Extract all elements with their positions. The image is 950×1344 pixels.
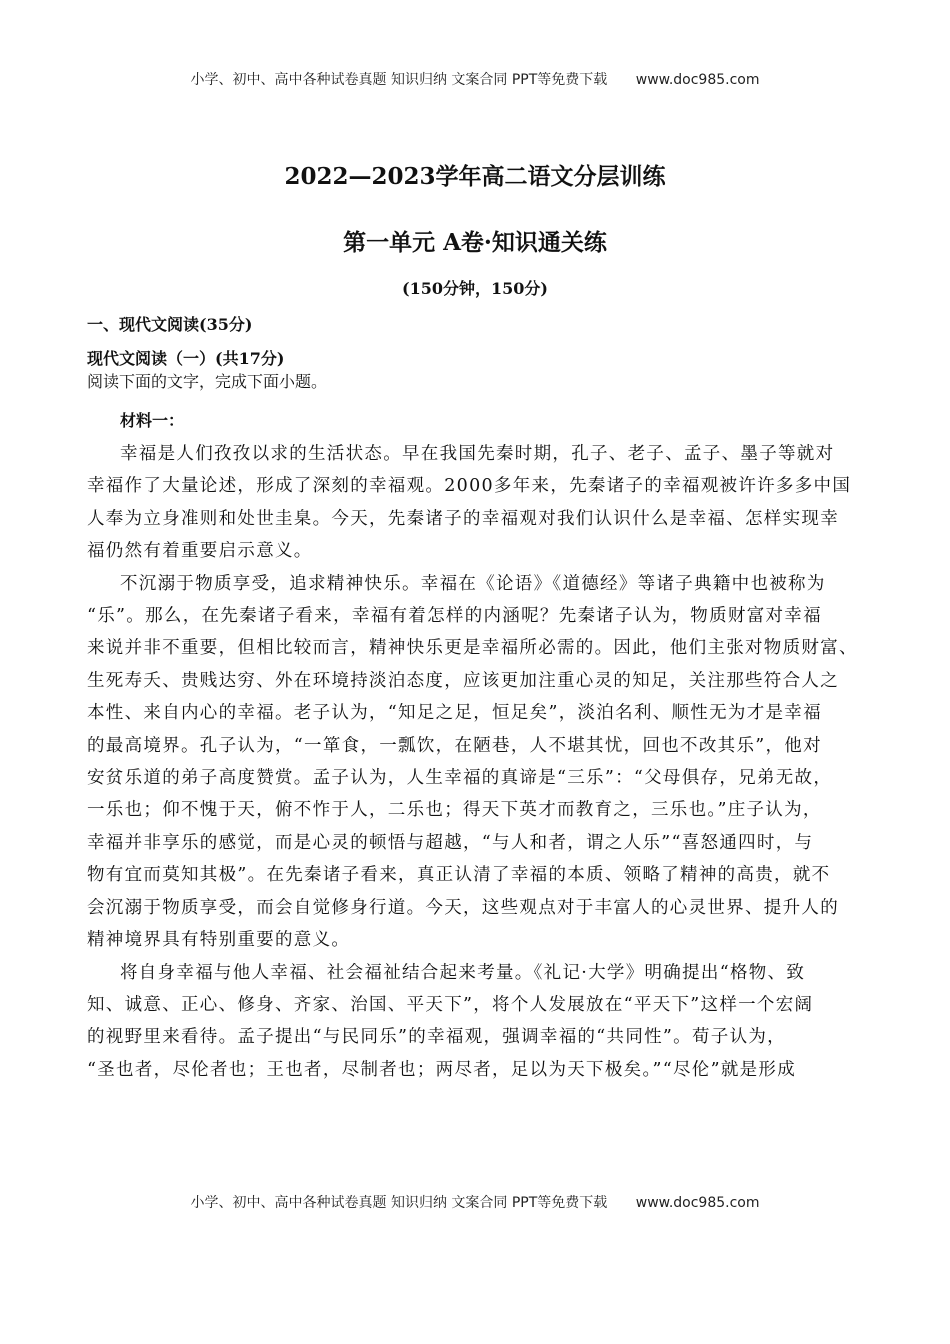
footer-banner [0,1192,950,1212]
passage-line: 会沉溺于物质享受，而会自觉修身行道。今天，这些观点对于丰富人的心灵世界、提升人的 [87,897,839,918]
passage-line: 人奉为立身准则和处世圭臬。今天，先秦诸子的幸福观对我们认识什么是幸福、怎样实现幸 [87,508,839,529]
footer-banner-text: 小学、初中、高中各种试卷真题 知识归纳 文案合同 PPT等免费下载 [190,1195,608,1211]
material-label: 材料一： [120,411,185,430]
time-score-note: (150分钟，150分) [402,279,548,298]
header-banner [0,69,950,89]
passage-line: 生死寿夭、贵贱达穷、外在环境持淡泊态度，应该更加注重心灵的知足，关注那些符合人之 [87,670,839,691]
passage-line: “乐”。那么，在先秦诸子看来，幸福有着怎样的内涵呢？先秦诸子认为，物质财富对幸福 [87,606,822,627]
passage-line: 福仍然有着重要启示意义。 [87,541,313,562]
section-heading-1: 一、现代文阅读(35分) [87,315,253,334]
passage-text [87,438,863,1086]
passage-line: 知、诚意、正心、修身、齐家、治国、平天下”，将个人发展放在“平天下”这样一个宏阔 [87,994,814,1015]
passage-line: 幸福并非享乐的感觉，而是心灵的顿悟与超越，“与人和者，谓之人乐”“喜怒通四时，与 [87,832,814,853]
passage-line: 的最高境界。孔子认为，“一箪食，一瓢饮，在陋巷，人不堪其忧，回也不改其乐”，他对 [87,735,822,756]
reading-instruction: 阅读下面的文字，完成下面小题。 [87,372,328,391]
passage-line: 精神境界具有特别重要的意义。 [87,930,351,951]
section-heading-2: 现代文阅读（一）(共17分) [87,349,285,368]
passage-line: 幸福作了大量论述，形成了深刻的幸福观。2000多年来，先秦诸子的幸福观被许许多多中国 [87,476,852,497]
document-title: 2022—2023学年高二语文分层训练 [284,163,666,190]
passage-line: 幸福是人们孜孜以求的生活状态。早在我国先秦时期，孔子、老子、孟子、墨子等就对 [120,444,835,464]
passage-line: 来说并非不重要，但相比较而言，精神快乐更是幸福所必需的。因此，他们主张对物质财富、 [87,638,858,659]
passage-line: 的视野里来看待。孟子提出“与民同乐”的幸福观，强调幸福的“共同性”。荀子认为， [87,1027,786,1048]
header-banner-text: 小学、初中、高中各种试卷真题 知识归纳 文案合同 PPT等免费下载 [190,72,608,88]
footer-banner-url[interactable]: www.doc985.com [635,1195,760,1211]
header-banner-url[interactable]: www.doc985.com [635,72,760,88]
passage-line: 不沉溺于物质享受，追求精神快乐。幸福在《论语》《道德经》等诸子典籍中也被称为 [120,573,826,594]
passage-line: “圣也者，尽伦者也；王也者，尽制者也；两尽者，足以为天下极矣。”“尽伦”就是形成 [87,1059,797,1080]
passage-line: 物有宜而莫知其极”。在先秦诸子看来，真正认清了幸福的本质、领略了精神的高贵，就不 [87,865,831,886]
passage-line: 将自身幸福与他人幸福、社会福祉结合起来考量。《礼记·大学》明确提出“格物、致 [120,962,806,983]
passage-line: 安贫乐道的弟子高度赞赏。孟子认为，人生幸福的真谛是“三乐”：“父母俱存，兄弟无故， [87,768,833,789]
document-subtitle: 第一单元 A卷·知识通关练 [343,229,607,256]
passage-line: 本性、来自内心的幸福。老子认为，“知足之足，恒足矣”，淡泊名利、顺性无为才是幸福 [87,703,822,724]
passage-line: 一乐也；仰不愧于天，俯不怍于人，二乐也；得天下英才而教育之，三乐也。”庄子认为， [87,800,822,821]
